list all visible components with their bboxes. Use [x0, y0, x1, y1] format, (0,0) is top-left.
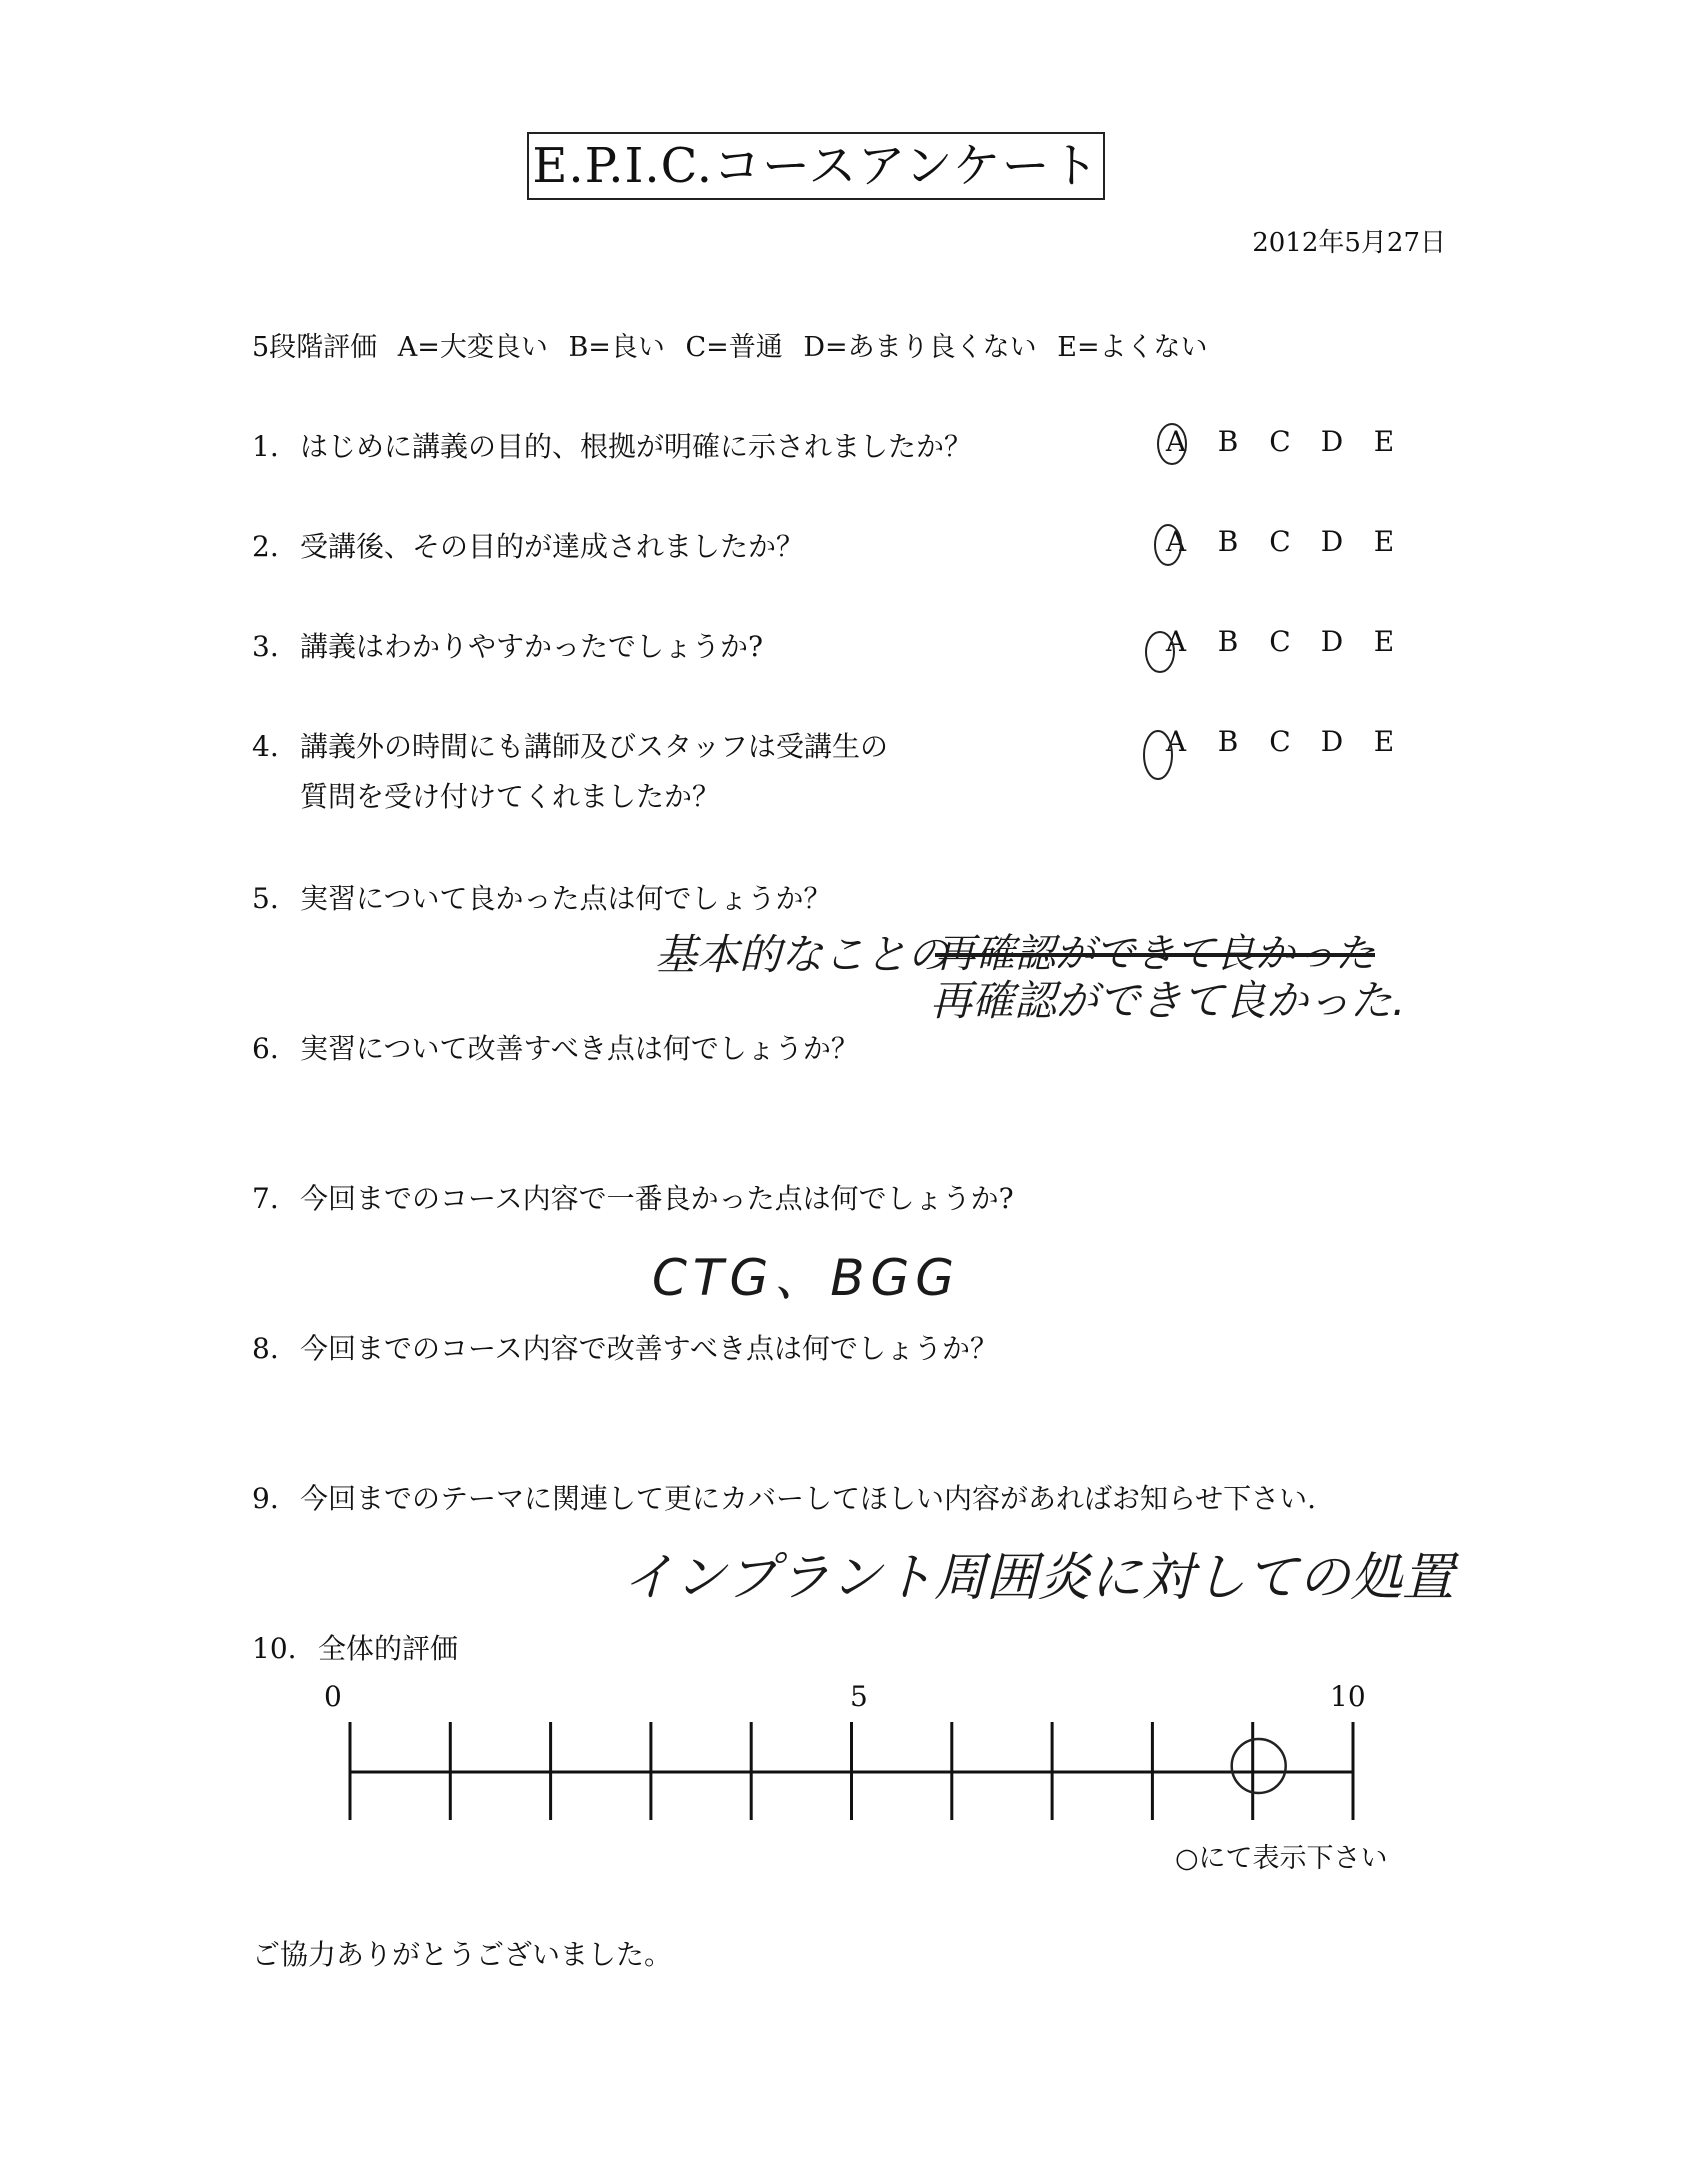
- closing-message: ご協力ありがとうございました。: [252, 1938, 673, 1971]
- handwritten-answer-5-line-2: 再確認ができて良かった.: [930, 976, 1406, 1025]
- question-number: 8.: [252, 1332, 279, 1365]
- choice-c[interactable]: C: [1269, 525, 1291, 558]
- choice-b[interactable]: B: [1217, 525, 1239, 558]
- choice-e[interactable]: E: [1373, 725, 1395, 758]
- question-number: 4.: [252, 730, 279, 763]
- question-text: 今回までのコース内容で一番良かった点は何でしょうか?: [300, 1182, 1014, 1215]
- question-number: 7.: [252, 1182, 279, 1215]
- scale-instruction: ○にて表示下さい: [1175, 1843, 1388, 1874]
- choice-a[interactable]: A: [1165, 625, 1187, 658]
- question-text: はじめに講義の目的、根拠が明確に示されましたか？: [300, 430, 973, 463]
- overall-rating-circle: [1232, 1739, 1286, 1793]
- choice-b[interactable]: B: [1217, 725, 1239, 758]
- answer-circle-q4: [1144, 731, 1172, 779]
- question-text: 全体的評価: [318, 1632, 459, 1665]
- answer-circle-q2: [1155, 525, 1181, 565]
- answer-circle-q1: [1158, 424, 1186, 464]
- question-text: 講義外の時間にも講師及びスタッフは受講生の: [300, 730, 889, 763]
- form-title: E.P.I.C.コースアンケート: [527, 132, 1105, 200]
- scale-label-0: 0: [324, 1680, 342, 1713]
- question-number: 2.: [252, 530, 279, 563]
- question-text: 講義はわかりやすかったでしょうか?: [300, 630, 764, 663]
- scale-label-10: 10: [1330, 1680, 1366, 1713]
- rating-scale-legend: 5段階評価 A=大変良い B=良い C=普通 D=あまり良くない E=よくない: [252, 332, 1208, 363]
- question-text: 実習について改善すべき点は何でしょうか？: [300, 1032, 859, 1065]
- scale-label-5: 5: [850, 1680, 868, 1713]
- choice-b[interactable]: B: [1217, 625, 1239, 658]
- handwritten-answer-5-struck: 再確認ができて良かった: [935, 931, 1375, 977]
- question-number: 6.: [252, 1032, 279, 1065]
- choice-c[interactable]: C: [1269, 725, 1291, 758]
- handwritten-answer-5-line-1: 基本的なことの: [655, 930, 950, 979]
- choice-a[interactable]: A: [1165, 425, 1187, 458]
- choice-e[interactable]: E: [1373, 425, 1395, 458]
- choice-d[interactable]: D: [1320, 525, 1344, 558]
- form-date: 2012年5月27日: [1252, 228, 1446, 258]
- handwritten-answer-7: CTG、BGG: [652, 1249, 960, 1307]
- choice-d[interactable]: D: [1320, 725, 1344, 758]
- choice-d[interactable]: D: [1320, 625, 1344, 658]
- question-number: 1.: [252, 430, 279, 463]
- answer-circle-q3: [1146, 632, 1174, 672]
- choice-b[interactable]: B: [1217, 425, 1239, 458]
- question-text: 実習について良かった点は何でしょうか？: [300, 882, 832, 915]
- choice-c[interactable]: C: [1269, 625, 1291, 658]
- question-4-line-2: 質問を受け付けてくれましたか？: [300, 780, 721, 813]
- question-number: 9.: [252, 1482, 279, 1515]
- question-text: 受講後、その目的が達成されましたか？: [300, 530, 805, 563]
- question-text: 今回までのテーマに関連して更にカバーしてほしい内容があればお知らせ下さい.: [300, 1482, 1317, 1515]
- question-number: 5.: [252, 882, 279, 915]
- choice-a[interactable]: A: [1165, 725, 1187, 758]
- choice-c[interactable]: C: [1269, 425, 1291, 458]
- choice-e[interactable]: E: [1373, 525, 1395, 558]
- handwritten-answer-9: インプラント周囲炎に対しての処置: [622, 1548, 1455, 1608]
- question-number: 3.: [252, 630, 279, 663]
- choice-e[interactable]: E: [1373, 625, 1395, 658]
- question-number: 10.: [252, 1632, 297, 1665]
- choice-a[interactable]: A: [1165, 525, 1187, 558]
- choice-d[interactable]: D: [1320, 425, 1344, 458]
- question-text: 今回までのコース内容で改善すべき点は何でしょうか？: [300, 1332, 999, 1365]
